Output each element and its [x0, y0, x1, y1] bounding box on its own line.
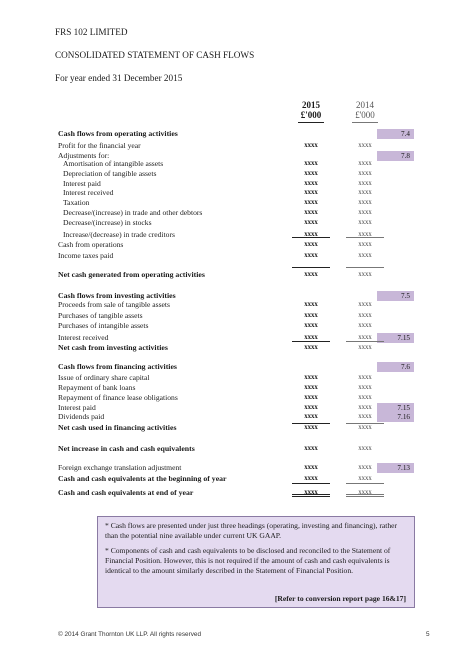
- value-2014: xxxx: [358, 231, 372, 238]
- table-row: [0, 393, 474, 403]
- value-2015: xxxx: [304, 445, 318, 452]
- row-label: Interest paid: [58, 403, 96, 412]
- period-label: For year ended 31 December 2015: [55, 73, 183, 83]
- footer-copyright: © 2014 Grant Thornton UK LLP. All rights reserved: [58, 631, 202, 638]
- value-2014: xxxx: [358, 464, 372, 471]
- value-2014: xxxx: [358, 241, 372, 248]
- table-row: [0, 311, 474, 321]
- value-2015: xxxx: [304, 464, 318, 471]
- row-label: Taxation: [63, 198, 90, 207]
- reference-tag: 7.13: [377, 463, 414, 473]
- row-label: Cash flows from operating activities: [58, 129, 178, 138]
- value-2015: xxxx: [304, 252, 318, 259]
- note-paragraph-2: * Components of cash and cash equivalents to be disclosed and reconciled to the Statement of Financial Position. However, this is not required if the amount of cash and cash equivalents is identical to the amount similarly described in the Statement of Financial Position.: [105, 546, 391, 575]
- footer-page-number: 5: [426, 631, 430, 638]
- row-label: Cash flows from investing activities: [58, 291, 176, 300]
- table-row: [0, 208, 474, 218]
- row-label: Interest paid: [63, 179, 101, 188]
- rule-net-investing-prior: [346, 341, 384, 342]
- rule-operations-prior: [346, 237, 384, 238]
- row-label: Purchases of intangible assets: [58, 321, 149, 330]
- value-2014: xxxx: [358, 142, 372, 149]
- row-label: Amortisation of intangible assets: [63, 159, 164, 168]
- table-row: [0, 198, 474, 208]
- value-2015: xxxx: [304, 489, 318, 496]
- header-underline-current: [298, 122, 324, 123]
- value-2014: xxxx: [358, 170, 372, 177]
- value-2015: xxxx: [304, 424, 318, 431]
- value-2015: xxxx: [304, 142, 318, 149]
- note-box: [97, 516, 415, 608]
- table-row: [0, 300, 474, 310]
- table-row: [0, 270, 474, 280]
- statement-title: CONSOLIDATED STATEMENT OF CASH FLOWS: [55, 50, 255, 60]
- value-2015: xxxx: [304, 374, 318, 381]
- row-label: Net cash used in financing activities: [58, 423, 177, 432]
- value-2015: xxxx: [304, 301, 318, 308]
- value-2015: xxxx: [304, 231, 318, 238]
- row-label: Decrease/(increase) in stocks: [63, 218, 152, 227]
- rule-total: [292, 494, 330, 497]
- table-row: [0, 373, 474, 383]
- value-2014: xxxx: [358, 209, 372, 216]
- value-2014: xxxx: [358, 334, 372, 341]
- table-row: [0, 230, 474, 240]
- value-2015: xxxx: [304, 334, 318, 341]
- table-row: [0, 463, 474, 473]
- rule-net-financing: [292, 423, 330, 424]
- company-name: FRS 102 LIMITED: [55, 27, 128, 37]
- value-2015: xxxx: [304, 322, 318, 329]
- row-label: Purchases of tangible assets: [58, 311, 143, 320]
- table-row: [0, 218, 474, 228]
- table-row: [0, 321, 474, 331]
- reference-tag: 7.4: [377, 129, 414, 139]
- row-label: Cash and cash equivalents at the beginning of year: [58, 474, 227, 483]
- row-label: Interest received: [58, 333, 109, 342]
- row-label: Issue of ordinary share capital: [58, 373, 150, 382]
- value-2014: xxxx: [358, 344, 372, 351]
- note-paragraph-1: * Cash flows are presented under just three headings (operating, investing and financing), rather than the potential nine available under current UK GAAP.: [105, 521, 398, 540]
- table-row: [0, 169, 474, 179]
- table-row: [0, 362, 474, 372]
- row-label: Proceeds from sale of tangible assets: [58, 300, 170, 309]
- value-2015: xxxx: [304, 160, 318, 167]
- row-label: Dividends paid: [58, 412, 105, 421]
- value-2015: xxxx: [304, 475, 318, 482]
- table-row: [0, 474, 474, 484]
- value-2015: xxxx: [304, 394, 318, 401]
- value-2015: xxxx: [304, 219, 318, 226]
- year-current: 2015: [302, 100, 320, 110]
- row-label: Repayment of finance lease obligations: [58, 393, 178, 402]
- value-2015: xxxx: [304, 271, 318, 278]
- value-2014: xxxx: [358, 199, 372, 206]
- table-row: [0, 129, 474, 139]
- value-2015: xxxx: [304, 209, 318, 216]
- row-label: Net cash from investing activities: [58, 343, 168, 352]
- row-label: Increase/(decrease) in trade creditors: [63, 230, 175, 239]
- value-2014: xxxx: [358, 424, 372, 431]
- value-2015: xxxx: [304, 344, 318, 351]
- unit-prior: £'000: [355, 110, 375, 120]
- value-2015: xxxx: [304, 170, 318, 177]
- reference-tag: 7.16: [377, 412, 414, 422]
- row-label: Cash and cash equivalents at end of year: [58, 488, 194, 497]
- table-row: [0, 333, 474, 343]
- row-label: Net increase in cash and cash equivalents: [58, 444, 195, 453]
- rule-net-operating: [292, 267, 330, 268]
- reference-tag: 7.5: [377, 291, 414, 301]
- value-2015: xxxx: [304, 312, 318, 319]
- table-row: [0, 141, 474, 151]
- table-row: [0, 444, 474, 454]
- value-2014: xxxx: [358, 489, 372, 496]
- table-row: [0, 412, 474, 422]
- row-label: Cash from operations: [58, 240, 124, 249]
- unit-current: £'000: [300, 110, 322, 120]
- table-row: [0, 159, 474, 169]
- table-row: [0, 251, 474, 261]
- table-row: [0, 240, 474, 250]
- table-row: [0, 383, 474, 393]
- value-2014: xxxx: [358, 394, 372, 401]
- value-2014: xxxx: [358, 374, 372, 381]
- value-2014: xxxx: [358, 160, 372, 167]
- value-2014: xxxx: [358, 445, 372, 452]
- table-row: [0, 188, 474, 198]
- header-underline-prior: [352, 122, 378, 123]
- rule-operations: [292, 237, 330, 238]
- row-label: Depreciation of tangible assets: [63, 169, 157, 178]
- row-label: Interest received: [63, 188, 114, 197]
- value-2014: xxxx: [358, 404, 372, 411]
- value-2014: xxxx: [358, 252, 372, 259]
- reference-tag: 7.6: [377, 362, 414, 372]
- rule-closing-prior: [346, 483, 384, 484]
- rule-net-investing: [292, 341, 330, 342]
- row-label: Decrease/(increase) in trade and other debtors: [63, 208, 203, 217]
- value-2014: xxxx: [358, 271, 372, 278]
- value-2015: xxxx: [304, 189, 318, 196]
- value-2014: xxxx: [358, 413, 372, 420]
- reference-tag: 7.8: [377, 151, 414, 161]
- value-2015: xxxx: [304, 404, 318, 411]
- rule-closing: [292, 483, 330, 484]
- year-prior: 2014: [356, 100, 374, 110]
- value-2015: xxxx: [304, 384, 318, 391]
- value-2014: xxxx: [358, 189, 372, 196]
- value-2014: xxxx: [358, 475, 372, 482]
- rule-total-prior: [346, 494, 384, 497]
- table-row: [0, 423, 474, 433]
- rule-net-operating-prior: [346, 267, 384, 268]
- row-label: Foreign exchange translation adjustment: [58, 463, 182, 472]
- table-row: [0, 343, 474, 353]
- value-2015: xxxx: [304, 413, 318, 420]
- row-label: Cash flows from financing activities: [58, 362, 177, 371]
- value-2015: xxxx: [304, 199, 318, 206]
- value-2014: xxxx: [358, 312, 372, 319]
- note-reference: [Refer to conversion report page 16&17]: [274, 594, 406, 603]
- row-label: Income taxes paid: [58, 251, 114, 260]
- row-label: Adjustments for:: [58, 151, 110, 160]
- value-2015: xxxx: [304, 180, 318, 187]
- row-label: Net cash generated from operating activities: [58, 270, 205, 279]
- value-2014: xxxx: [358, 322, 372, 329]
- reference-tag: 7.15: [377, 333, 414, 343]
- value-2014: xxxx: [358, 180, 372, 187]
- table-row: [0, 488, 474, 498]
- value-2014: xxxx: [358, 219, 372, 226]
- value-2015: xxxx: [304, 241, 318, 248]
- rule-net-financing-prior: [346, 423, 384, 424]
- value-2014: xxxx: [358, 301, 372, 308]
- row-label: Repayment of bank loans: [58, 383, 136, 392]
- value-2014: xxxx: [358, 384, 372, 391]
- reference-tag: 7.15: [377, 403, 414, 413]
- row-label: Profit for the financial year: [58, 141, 141, 150]
